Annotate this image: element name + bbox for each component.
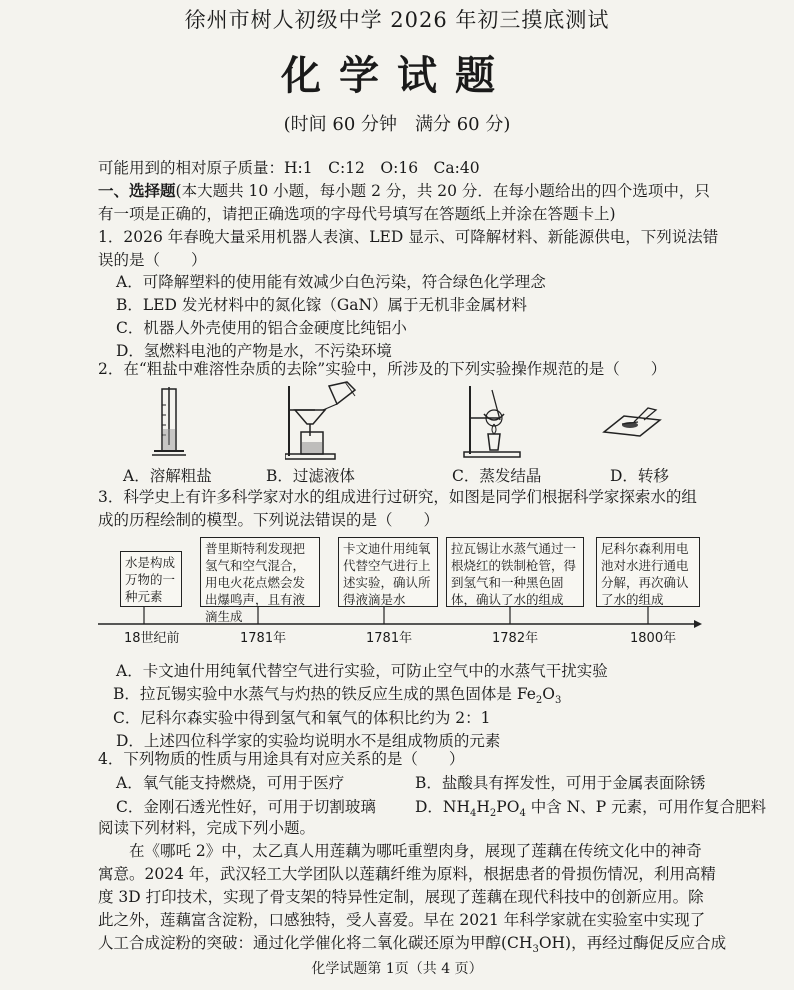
timeline-event-3: 卡文迪什用纯氧代替空气进行上述实验，确认所得液滴是水 [338,537,438,607]
timeline-event-4: 拉瓦锡让水蒸气通过一根烧红的铁制枪管，得到氢气和一种黑色固体，确认了水的组成 [446,537,584,607]
q1-stem-line2: 误的是（ ） [98,251,207,269]
q2-stem: 2．在“粗盐中难溶性杂质的去除”实验中，所涉及的下列实验操作规范的是（ ） [98,360,667,378]
q4-option-b: B．盐酸具有挥发性，可用于金属表面除锈 [415,774,706,792]
q1-option-c: C．机器人外壳使用的铝合金硬度比纯铝小 [116,319,407,337]
q4-option-c: C．金刚石透光性好，可用于切割玻璃 [116,798,376,816]
timeline-year-4: 1782年 [492,631,539,646]
q3-option-b-sub1: 2 [535,695,543,707]
reading-line5-text1: 人工合成淀粉的突破：通过化学催化将二氧化碳还原为甲醇(CH [98,934,533,952]
reading-paragraph-line1: 在《哪吒 2》中，太乙真人用莲藕为哪吒重塑肉身，展现了莲藕在传统文化中的神奇 [98,842,702,860]
page-footer: 化学试题第 1页（共 4 页） [311,961,483,977]
q4-option-d-text1: D．NH [415,798,471,816]
q1-option-b: B．LED 发光材料中的氮化镓（GaN）属于无机非金属材料 [116,296,528,314]
reading-line5-text2: OH)，再经过酶促反应合成 [538,934,727,952]
school-exam-header: 徐州市树人初级中学 2026 年初三摸底测试 [184,8,610,32]
reading-paragraph-line2: 寓意。2024 年，武汉轻工大学团队以莲藕纤维为原料，根据患者的骨损伤情况，利用高精 [98,865,716,883]
q2-option-c: C．蒸发结晶 [452,467,542,485]
q3-option-c: C．尼科尔森实验中得到氢气和氧气的体积比约为 2：1 [113,709,491,727]
reading-paragraph-line5 [98,932,726,961]
reading-line5-sub: 3 [532,944,539,956]
q2-option-d: D．转移 [610,467,669,485]
dissolving-salt-illustration [150,385,190,460]
q4-option-d-text2: H [476,798,490,816]
section1-instructions-line1 [98,180,710,202]
q2-option-b: B．过滤液体 [266,467,355,485]
transfer-illustration [600,402,664,442]
q3-option-d: D．上述四位科学家的实验均说明水不是组成物质的元素 [116,732,501,750]
reading-paragraph-line4: 此之外，莲藕富含淀粉，口感独特，受人喜爱。早在 2021 年科学家就在实验室中实现了 [98,911,706,929]
q3-option-a: A．卡文迪什用纯氧代替空气进行实验，可防止空气中的水蒸气干扰实验 [116,662,608,680]
q2-option-a: A．溶解粗盐 [123,467,212,485]
timeline-year-2: 1781年 [240,631,287,646]
evaporation-illustration [460,384,540,464]
q4-option-d [415,795,766,819]
filtration-illustration [285,380,365,462]
q4-option-d-sub2: 2 [489,808,497,820]
q4-stem: 4．下列物质的性质与用途具有对应关系的是（ ） [98,750,465,768]
section1-instructions-line2: 有一项是正确的，请把正确选项的字母代号填写在答题纸上并涂在答题卡上) [98,205,616,223]
reading-paragraph-line3: 度 3D 打印技术，实现了骨支架的特异性定制，展现了莲藕在现代科技中的创新应用。除 [98,888,704,906]
q3-option-b-sub2: 3 [555,695,562,707]
q3-stem-line1: 3．科学史上有许多科学家对水的组成进行过研究，如图是同学们根据科学家探索水的组 [98,488,697,506]
q4-option-a: A．氧气能支持燃烧，可用于医疗 [116,774,345,792]
reading-intro: 阅读下列材料，完成下列小题。 [98,819,316,837]
section1-text: (本大题共 10 小题，每小题 2 分，共 20 分．在每小题给出的四个选项中，只 [175,182,710,200]
exam-time-score: (时间 60 分钟 满分 60 分) [283,114,511,135]
atomic-mass-line: 可能用到的相对原子质量：H:1 C:12 O:16 Ca:40 [98,159,480,177]
timeline-event-5: 尼科尔森利用电池对水进行通电分解，再次确认了水的组成 [596,537,700,607]
section1-label: 一、选择题 [98,181,176,200]
q1-stem-line1: 1．2026 年春晚大量采用机器人表演、LED 显示、可降解材料、新能源供电，下列说法错 [98,228,719,246]
page-title: 化学试题 [281,52,513,99]
timeline-event-1: 水是构成万物的一种元素 [120,551,182,607]
q3-stem-line2: 成的历程绘制的模型。下列说法错误的是（ ） [98,511,440,529]
timeline-year-5: 1800年 [630,631,677,646]
q4-option-d-text4: 中含 N、P 元素，可用作复合肥料 [525,798,767,816]
q4-option-d-sub1: 4 [470,808,477,820]
q3-option-b-text2: O [542,685,555,703]
q3-option-b [113,682,561,706]
q1-option-d: D．氢燃料电池的产物是水，不污染环境 [116,342,392,360]
q4-option-d-sub3: 4 [519,808,526,820]
timeline-event-2: 普里斯特利发现把氢气和空气混合，用电火花点燃会发出爆鸣声，且有液滴生成 [200,537,320,607]
q1-option-a: A．可降解塑料的使用能有效减少白色污染，符合绿色化学理念 [116,273,546,291]
q3-option-b-text: B．拉瓦锡实验中水蒸气与灼热的铁反应生成的黑色固体是 Fe [113,685,536,703]
timeline-year-1: 18世纪前 [124,631,180,646]
timeline-year-3: 1781年 [366,631,413,646]
q4-option-d-text3: PO [496,798,520,816]
